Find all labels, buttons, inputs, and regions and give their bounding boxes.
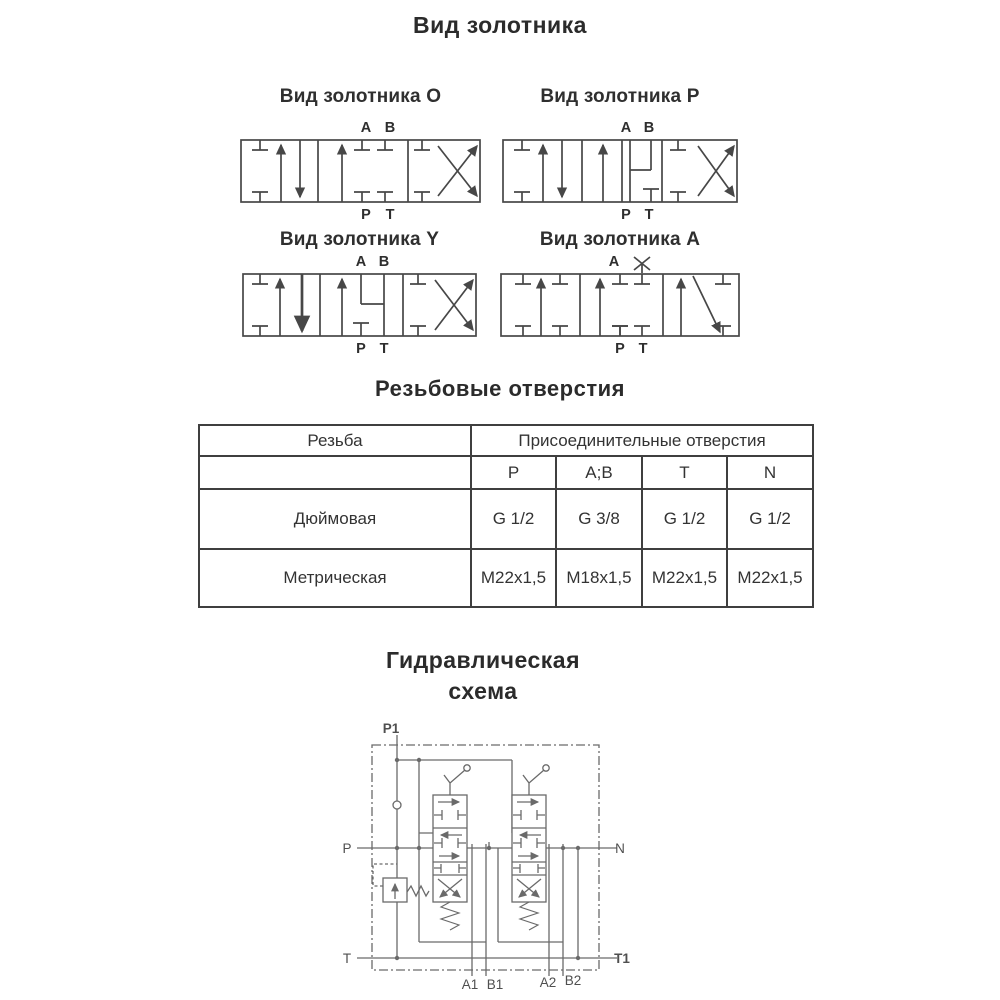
inch-t: G 1/2: [642, 489, 727, 549]
port-label-t: T: [638, 341, 648, 357]
port-label-a: A: [360, 120, 372, 136]
port-label-p: P: [621, 207, 631, 223]
port-label-p: P: [356, 341, 366, 357]
row-label-inch: Дюймовая: [199, 489, 471, 549]
inch-n: G 1/2: [727, 489, 813, 549]
hydraulic-scheme-drawing: [335, 712, 685, 1000]
hydraulic-scheme-title: [333, 645, 633, 707]
port-label-a: A: [355, 254, 367, 270]
port-label-b: B: [378, 254, 390, 270]
spool-diagram-y-title: Вид золотника Y: [279, 229, 440, 250]
table-row-metric: [199, 549, 813, 607]
spool-diagram-y-drawing: [242, 240, 477, 357]
metric-p: M22x1,5: [471, 549, 556, 607]
spool-diagram-p: [502, 85, 738, 223]
scheme-label-b2: B2: [564, 973, 582, 988]
hydraulic-scheme-title-line2: схема: [448, 678, 518, 704]
port-col-ab: A;B: [556, 456, 642, 489]
port-label-t: T: [644, 207, 654, 223]
scheme-label-b1: B1: [486, 977, 504, 992]
table-row-inch: [199, 489, 813, 549]
scheme-label-p1: P1: [382, 721, 400, 736]
table-subheader-row: [199, 456, 813, 489]
scheme-label-a2: A2: [539, 975, 557, 990]
scheme-label-t1: T1: [614, 951, 630, 966]
port-col-t: T: [642, 456, 727, 489]
spool-diagram-y: [242, 228, 477, 363]
empty-cell: [199, 456, 471, 489]
spool-diagram-o-title: Вид золотника О: [279, 86, 442, 107]
port-label-a: A: [608, 254, 620, 270]
port-label-t: T: [385, 207, 395, 223]
col-header-thread: Резьба: [199, 425, 471, 456]
page-title: Вид золотника: [413, 12, 587, 38]
scheme-label-t: T: [342, 951, 352, 966]
threaded-holes-table: [198, 424, 814, 608]
metric-n: M22x1,5: [727, 549, 813, 607]
spool-diagram-o: [240, 85, 481, 223]
scheme-label-a1: A1: [461, 977, 479, 992]
port-label-a: A: [620, 120, 632, 136]
inch-p: G 1/2: [471, 489, 556, 549]
spool-diagram-a: [500, 228, 740, 363]
metric-t: M22x1,5: [642, 549, 727, 607]
metric-ab: M18x1,5: [556, 549, 642, 607]
port-label-b: B: [384, 120, 396, 136]
inch-ab: G 3/8: [556, 489, 642, 549]
spool-diagram-p-drawing: [502, 106, 738, 223]
port-label-t: T: [379, 341, 389, 357]
port-col-n: N: [727, 456, 813, 489]
port-col-p: P: [471, 456, 556, 489]
spool-diagram-o-drawing: [240, 106, 481, 223]
scheme-label-n: N: [615, 841, 625, 856]
port-label-b: B: [643, 120, 655, 136]
port-label-p: P: [615, 341, 625, 357]
spool-diagram-a-title: Вид золотника А: [539, 229, 701, 250]
row-label-metric: Метрическая: [199, 549, 471, 607]
port-label-p: P: [361, 207, 371, 223]
spool-diagram-a-drawing: [500, 240, 740, 357]
spool-diagram-p-title: Вид золотника Р: [540, 86, 700, 107]
col-header-connection-ports: Присоединительные отверстия: [471, 425, 813, 456]
table-header-row: [199, 425, 813, 456]
scheme-label-p: P: [342, 841, 352, 856]
hydraulic-scheme-title-line1: Гидравлическая: [386, 647, 580, 673]
threaded-holes-title: Резьбовые отверстия: [375, 376, 625, 401]
